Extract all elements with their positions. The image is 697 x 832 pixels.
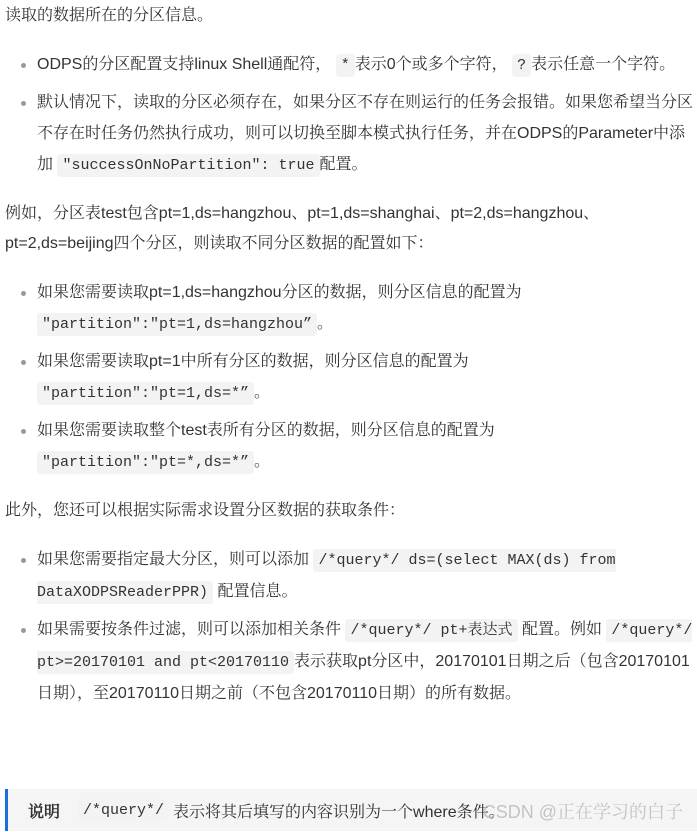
- list-item: [37, 614, 695, 709]
- text: 表示获取pt分区中，20170101日期之后（包含20170101日期），至20170110日期之前（不包含20170110日期）的所有数据。: [37, 653, 690, 702]
- list-item: [37, 544, 695, 608]
- list-item: [37, 87, 695, 181]
- code: /*query*/ pt+表达式: [345, 619, 517, 642]
- partition-example-list: [5, 277, 695, 478]
- code: "partition":"pt=*,ds=*”: [37, 451, 254, 474]
- code: *: [336, 54, 355, 77]
- text: 配置。: [319, 156, 368, 173]
- text: 默认情况下，读取的分区必须存在，如果分区不存在则运行的任务会报错。如果您希望当分区不存在时任务仍然执行成功，则可以切换至脚本模式执行任务，并在ODPS的Parameter中添加: [37, 94, 694, 173]
- list-item: [37, 277, 695, 340]
- note-label: 说明: [28, 803, 61, 821]
- condition-list: [5, 544, 695, 709]
- code: /*query*/ pt>=20170101 and pt<20170110: [37, 619, 692, 674]
- note-code: /*query*/: [78, 799, 169, 822]
- watermark: CSDN @正在学习的白子: [482, 802, 683, 822]
- wildcard-list: [5, 49, 695, 181]
- text: 。: [317, 315, 334, 332]
- text: 如果您需要指定最大分区，则可以添加: [37, 551, 310, 568]
- text: 如果您需要读取整个test表所有分区的数据，则分区信息的配置为: [37, 422, 495, 439]
- code: "partition":"pt=1,ds=*”: [37, 382, 254, 405]
- text: 如果需要按条件过滤，则可以添加相关条件: [37, 621, 342, 638]
- text: 。: [254, 453, 271, 470]
- list-item: [37, 346, 695, 409]
- text: 如果您需要读取pt=1中所有分区的数据，则分区信息的配置为: [37, 353, 469, 370]
- text: 配置信息。: [217, 583, 298, 600]
- code: "partition":"pt=1,ds=hangzhou”: [37, 313, 317, 336]
- list-item: [37, 49, 695, 81]
- also-text: 此外，您还可以根据实际需求设置分区数据的获取条件：: [5, 502, 406, 519]
- example-text: 例如，分区表test包含pt=1,ds=hangzhou、pt=1,ds=shanghai、pt=2,ds=hangzhou、pt=2,ds=beijing四个分区，则读取不同分区数据的配置如下：: [5, 205, 600, 252]
- intro-text: 读取的数据所在的分区信息。: [5, 7, 214, 24]
- text: 。: [254, 384, 271, 401]
- text: 表示任意一个字符。: [531, 56, 676, 73]
- code: ?: [512, 54, 531, 77]
- text: 配置。例如: [521, 621, 602, 638]
- text: ODPS的分区配置支持linux Shell通配符，: [37, 56, 332, 73]
- text: 如果您需要读取pt=1,ds=hangzhou分区的数据，则分区信息的配置为: [37, 284, 522, 301]
- code: "successOnNoPartition": true: [57, 154, 319, 177]
- document-body: [0, 1, 695, 709]
- list-item: [37, 415, 695, 478]
- code: /*query*/ ds=(select MAX(ds) from DataXODPSReaderPPR): [37, 549, 616, 604]
- note-text: 表示将其后填写的内容识别为一个where条件。: [173, 803, 505, 821]
- text: 表示0个或多个字符，: [354, 56, 508, 73]
